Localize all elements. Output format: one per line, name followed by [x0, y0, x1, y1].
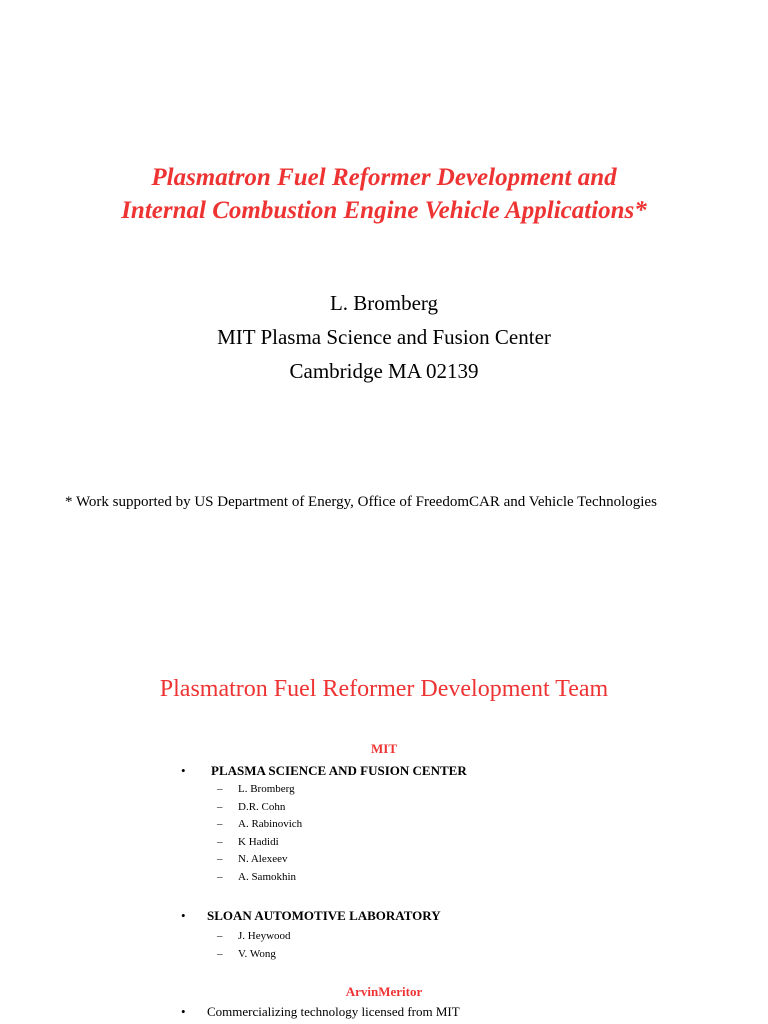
title-line-2: Internal Combustion Engine Vehicle Applications* — [121, 197, 647, 224]
document-title — [0, 161, 768, 227]
dash-glyph: – — [217, 818, 223, 830]
dash-glyph: – — [217, 800, 223, 813]
author-location: Cambridge MA 02139 — [289, 359, 479, 383]
group-label-sloan: SLOAN AUTOMOTIVE LABORATORY — [207, 908, 441, 923]
group-bullet-sloan — [181, 907, 581, 925]
author-block — [0, 286, 768, 388]
member-name: N. Alexeev — [238, 853, 288, 865]
dash-glyph: – — [217, 870, 223, 883]
bullet-glyph: • — [181, 1004, 186, 1019]
member-name: J. Heywood — [238, 930, 291, 942]
dash-glyph: – — [217, 947, 223, 960]
arvin-bullet-text: Commercializing technology licensed from MIT — [207, 1004, 460, 1019]
arvin-bullet — [181, 1003, 601, 1021]
title-line-1: Plasmatron Fuel Reformer Development and — [151, 164, 617, 191]
member-name: A. Samokhin — [238, 870, 297, 883]
group-label-psfc: PLASMA SCIENCE AND FUSION CENTER — [211, 763, 467, 778]
bullet-glyph: • — [181, 763, 186, 778]
arvinmeritor-heading: ArvinMeritor — [345, 984, 423, 999]
dash-glyph: – — [217, 853, 223, 865]
author-affiliation: MIT Plasma Science and Fusion Center — [217, 325, 551, 349]
member-name: K Hadidi — [238, 835, 279, 848]
dash-glyph: – — [217, 930, 223, 942]
dash-glyph: – — [217, 783, 223, 795]
member-name: A. Rabinovich — [238, 818, 303, 830]
author-name: L. Bromberg — [329, 291, 439, 315]
team-slide-title: Plasmatron Fuel Reformer Development Team — [159, 676, 609, 702]
dash-glyph: – — [217, 835, 223, 848]
mit-heading: MIT — [371, 741, 397, 756]
member-name: D.R. Cohn — [238, 800, 286, 813]
member-name: V. Wong — [238, 947, 276, 960]
member-name: L. Bromberg — [238, 783, 295, 795]
group-bullet-psfc — [181, 762, 581, 780]
bullet-glyph: • — [181, 908, 186, 923]
funding-footnote: * Work supported by US Department of Energy, Office of FreedomCAR and Vehicle Technologies — [65, 494, 657, 510]
